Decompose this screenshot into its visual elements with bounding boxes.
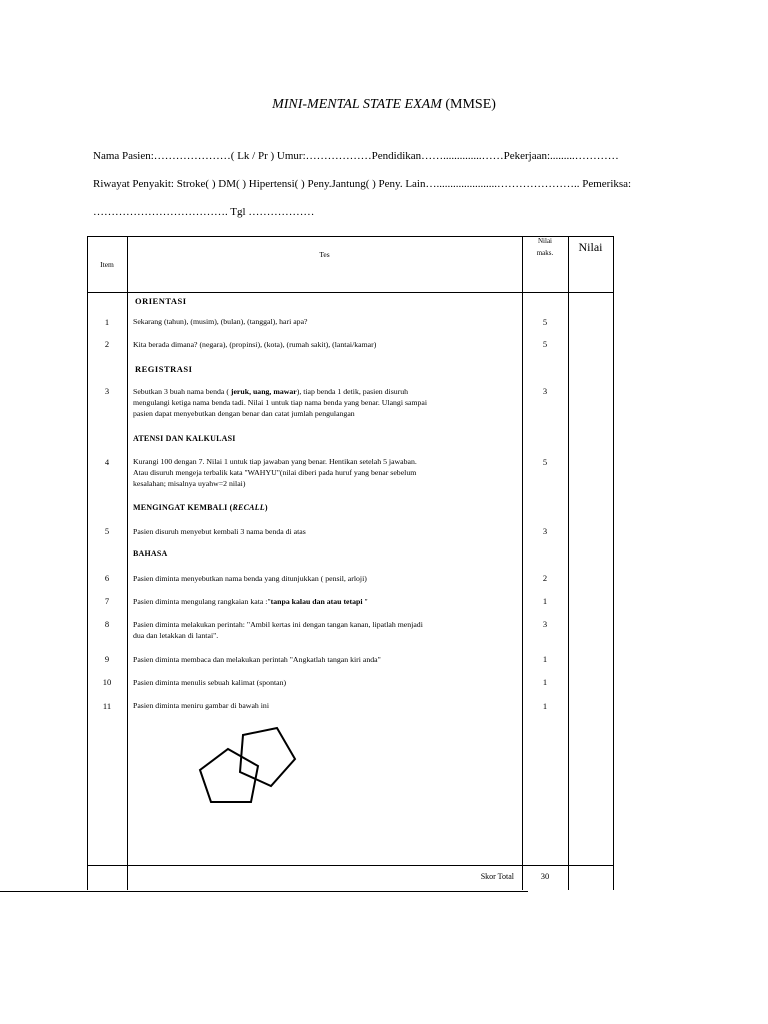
table-border-right	[613, 236, 614, 890]
table-header-divider	[87, 292, 614, 293]
max-score: 3	[542, 619, 548, 629]
page-title: MINI-MENTAL STATE EXAM (MMSE)	[272, 97, 496, 112]
max-score: 3	[542, 386, 548, 396]
item-description: Pasien diminta meniru gambar di bawah ini	[133, 701, 269, 710]
max-score: 3	[542, 526, 548, 536]
item-description: Kita berada dimana? (negara), (propinsi), (kota), (rumah sakit), (lantai/kamar)	[133, 340, 377, 349]
table-divider-item	[127, 236, 128, 890]
total-score-value: 30	[540, 871, 550, 881]
item-description: kesalahan; misalnya uyahw=2 nilai)	[133, 479, 246, 488]
medical-history-line: Riwayat Penyakit: Stroke( ) DM( ) Hipertensi( ) Peny.Jantung( ) Peny. Lain…......................………………….. Pemeriksa:	[93, 178, 632, 190]
table-total-divider	[87, 865, 614, 866]
item-description: Sekarang (tahun), (musim), (bulan), (tanggal), hari apa?	[133, 317, 308, 326]
patient-info-line: Nama Pasien:…………………( Lk / Pr ) Umur:………………Pendidikan……..............……Pekerjaan:.........…………	[93, 150, 619, 162]
item-description: Pasien diminta menyebutkan nama benda yang ditunjukkan ( pensil, arloji)	[133, 574, 367, 583]
item-number: 1	[104, 317, 110, 327]
item-number: 5	[104, 526, 110, 536]
item-description: Kurangi 100 dengan 7. Nilai 1 untuk tiap jawaban yang benar. Hentikan setelah 5 jawaban.	[133, 457, 417, 466]
table-border-left	[87, 236, 88, 890]
item-description: Atau disuruh mengeja terbalik kata "WAHYU"(nilai diberi pada huruf yang benar sebelum	[133, 468, 417, 477]
item-number: 11	[102, 701, 112, 711]
item-description: pasien dapat menyebutkan dengan benar dan catat jumlah pengulangan	[133, 409, 355, 418]
item-description: Sebutkan 3 buah nama benda ( jeruk, uang, mawar), tiap benda 1 detik, pasien disuruh	[133, 387, 409, 396]
item-number: 6	[104, 573, 110, 583]
column-header-max-line2: maks.	[536, 249, 554, 257]
pentagon-right	[240, 728, 295, 786]
item-number: 7	[104, 596, 110, 606]
max-score: 1	[542, 654, 548, 664]
max-score: 5	[542, 339, 548, 349]
section-atensi-kalkulasi: ATENSI DAN KALKULASI	[133, 434, 236, 443]
item-number: 10	[102, 677, 112, 687]
column-header-tes: Tes	[319, 250, 330, 259]
item-number: 4	[104, 457, 110, 467]
max-score: 1	[542, 677, 548, 687]
overlapping-pentagons-figure	[190, 722, 310, 814]
section-bahasa: BAHASA	[133, 549, 168, 558]
item-description: Pasien disuruh menyebut kembali 3 nama benda di atas	[133, 527, 306, 536]
column-header-nilai: Nilai	[578, 240, 603, 254]
section-registrasi: REGISTRASI	[135, 364, 193, 374]
item-number: 8	[104, 619, 110, 629]
column-header-max-line1: Nilai	[538, 237, 552, 245]
footnote-separator	[0, 891, 528, 892]
item-description: Pasien diminta mengulang rangkaian kata :"tanpa kalau dan atau tetapi "	[133, 597, 368, 606]
item-description: dua dan letakkan di lantai".	[133, 631, 219, 640]
table-divider-max	[568, 236, 569, 890]
max-score: 5	[542, 317, 548, 327]
item-description: Pasien diminta melakukan perintah: "Ambil kertas ini dengan tangan kanan, lipatlah menjadi	[133, 620, 423, 629]
item-number: 9	[104, 654, 110, 664]
max-score: 2	[542, 573, 548, 583]
section-recall: MENGINGAT KEMBALI (RECALL)	[133, 503, 268, 512]
item-description: Pasien diminta membaca dan melakukan perintah "Angkatlah tangan kiri anda"	[133, 655, 381, 664]
table-divider-tes	[522, 236, 523, 890]
item-description: Pasien diminta menulis sebuah kalimat (spontan)	[133, 678, 287, 687]
max-score: 1	[542, 596, 548, 606]
item-description: mengulangi ketiga nama benda tadi. Nilai 1 untuk tiap nama benda yang benar. Ulangi sampai	[133, 398, 428, 407]
examiner-date-line: ………………………………. Tgl ………………	[93, 206, 315, 218]
total-score-label: Skor Total	[480, 872, 514, 881]
max-score: 5	[542, 457, 548, 467]
column-header-item: Item	[100, 260, 114, 269]
item-number: 3	[104, 386, 110, 396]
max-score: 1	[542, 701, 548, 711]
item-number: 2	[104, 339, 110, 349]
section-orientasi: ORIENTASI	[135, 296, 187, 306]
